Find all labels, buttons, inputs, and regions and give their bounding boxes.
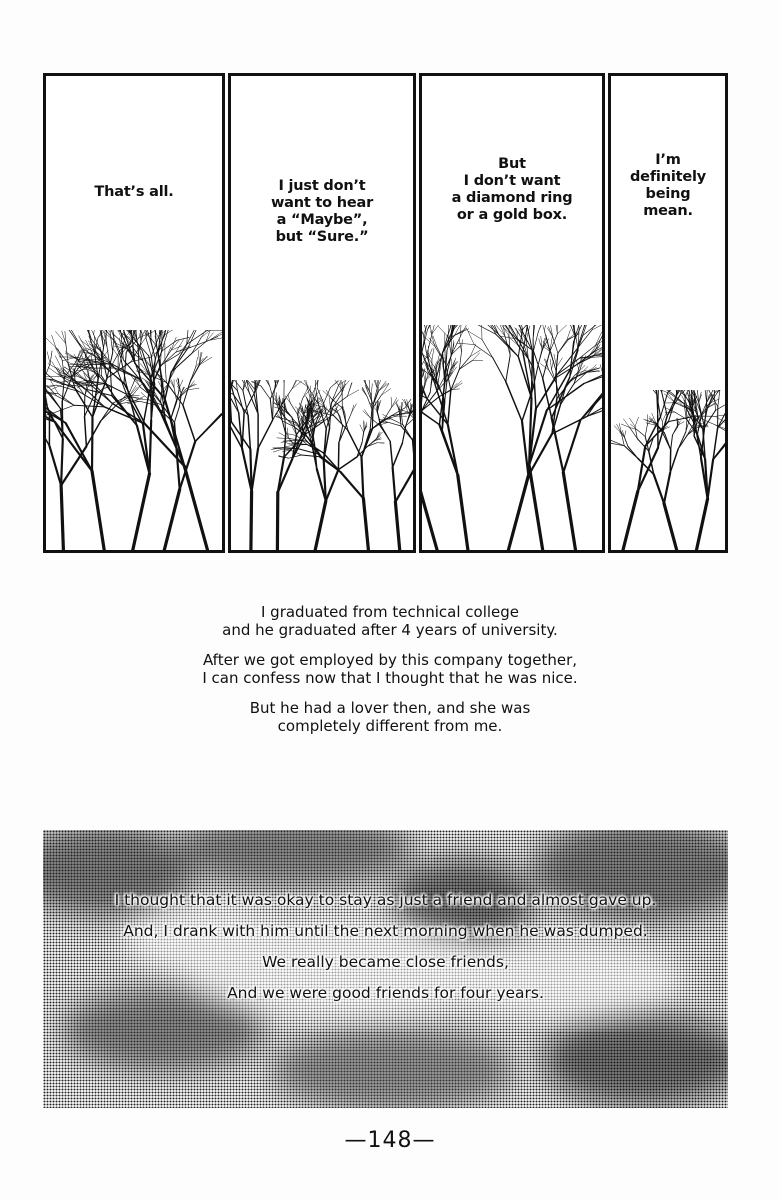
narration-block [0,603,780,747]
speech-line: a “Maybe”, [276,212,368,228]
bare-trees-illustration [231,380,413,550]
speech-text-4 [611,152,725,220]
manga-panel-3 [419,73,605,553]
banner-line: And, I drank with him until the next morning when he was dumped. [123,922,648,940]
speech-line: but “Sure.” [275,229,369,245]
narration-line: completely different from me. [277,717,503,735]
speech-line: I don’t want [463,173,561,189]
manga-panel-2 [228,73,416,553]
manga-panel-4 [608,73,728,553]
banner-line: We really became close friends, [262,953,509,971]
speech-line: I’m [655,152,681,168]
speech-text-2 [231,178,413,246]
speech-line: want to hear [270,195,374,211]
speech-line: definitely [630,169,706,185]
speech-line: But [498,156,526,172]
speech-text-1 [46,184,222,201]
page-number: —148— [344,1128,436,1153]
narration-line: I graduated from technical college [260,603,520,621]
narration-paragraph [0,651,780,687]
narration-line: and he graduated after 4 years of university. [222,621,558,639]
narration-line: I can confess now that I thought that he was nice. [202,669,578,687]
speech-line: I just don’t [278,178,366,194]
narration-paragraph [0,699,780,735]
speech-line: mean. [643,203,693,219]
banner-line: I thought that it was okay to stay as just a friend and almost gave up. [114,891,657,909]
banner-text [43,890,728,1014]
speech-line: a diamond ring [451,190,573,206]
speech-text-3 [422,156,602,224]
bare-trees-illustration [422,325,602,550]
speech-line: or a gold box. [456,207,568,223]
narration-paragraph [0,603,780,639]
narration-line: But he had a lover then, and she was [249,699,531,717]
manga-panel-1 [43,73,225,553]
narration-line: After we got employed by this company together, [202,651,578,669]
banner-line: And we were good friends for four years. [227,984,544,1002]
bare-trees-illustration [46,330,222,550]
screentone-banner [43,830,728,1108]
bare-trees-illustration [611,390,725,550]
speech-line: That’s all. [94,184,174,200]
speech-line: being [645,186,691,202]
